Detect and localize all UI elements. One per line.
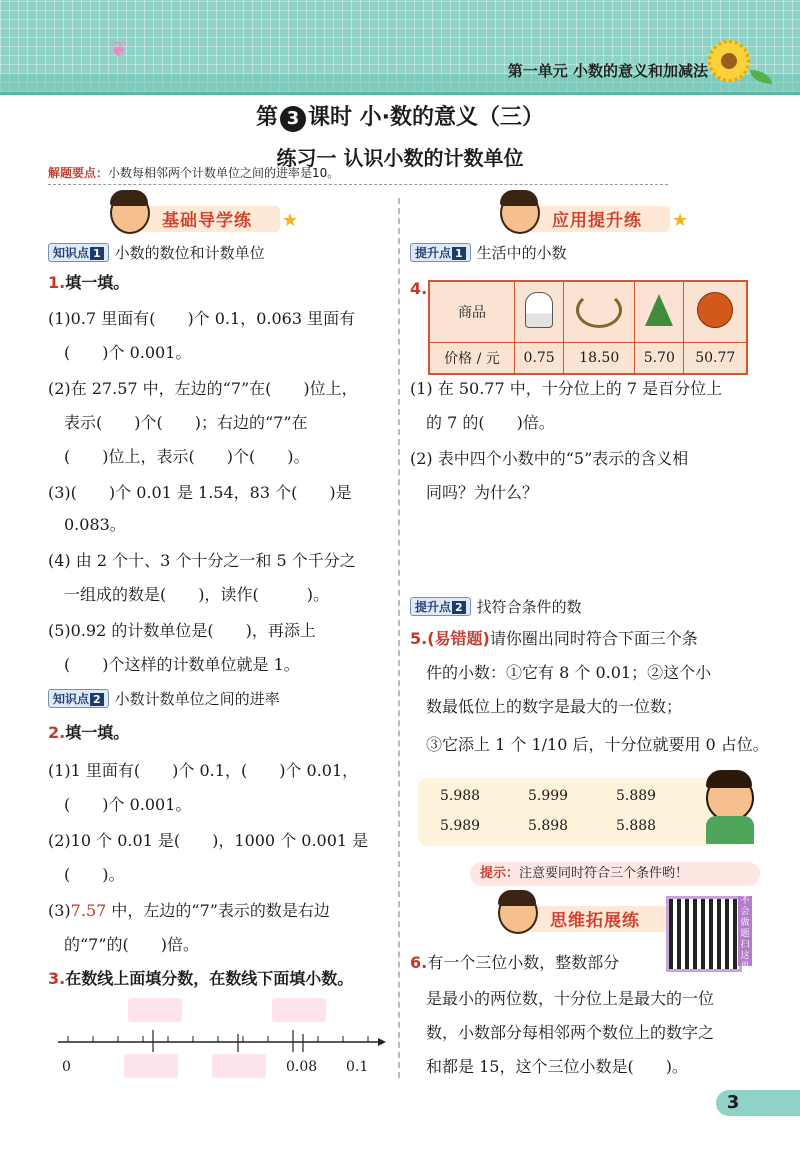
banner-apply: [500, 200, 700, 234]
star-icon: ★: [282, 210, 299, 231]
kp-label: 找符合条件的数: [476, 598, 582, 616]
knowledge-point-1: [48, 242, 265, 263]
improve-point-2: [410, 596, 582, 617]
banner-basic-label: 基础导学练: [162, 211, 252, 231]
price-cell: 18.50: [564, 343, 635, 375]
q1-line: 表示( )个( )；右边的“7”在: [64, 413, 308, 432]
question-2: 2.填一填。: [48, 723, 130, 742]
exercise-title: 练习一 认识小数的计数单位: [276, 146, 524, 170]
answer-box-fraction[interactable]: [272, 998, 326, 1022]
q1-line: (2)在 27.57 中，左边的“7”在( )位上，: [48, 379, 358, 398]
price-cell: 50.77: [684, 343, 747, 375]
q2-line: 的“7”的( )倍。: [64, 935, 200, 954]
key-tip-text: 小数每相邻两个计数单位之间的进率是10。: [108, 166, 340, 180]
lesson-title-pre: 第: [255, 105, 278, 130]
kp-label: 小数计数单位之间的进率: [114, 690, 280, 708]
star-icon: ★: [672, 210, 689, 231]
question-4: 4.: [410, 279, 428, 298]
answer-box-fraction[interactable]: [128, 998, 182, 1022]
knowledge-point-2: [48, 688, 280, 709]
numberline-label-0: 0: [62, 1059, 71, 1075]
hint-text: 注意要同时符合三个条件哟！: [519, 866, 689, 881]
q6-line: 数，小数部分每相邻两个数位上的数字之: [426, 1023, 715, 1042]
kid-icon: [498, 892, 538, 934]
question-3: 3.在数线上面填分数，在数线下面填小数。: [48, 969, 354, 988]
kp-label: 生活中的小数: [476, 244, 567, 262]
q1-line: (4) 由 2 个十、3 个十分之一和 5 个千分之: [48, 551, 356, 570]
lesson-number: 3: [280, 106, 306, 132]
q1-line: (3)( )个 0.01 是 1.54，83 个( )是: [48, 483, 352, 502]
boy-icon: [706, 774, 754, 822]
lesson-title: [0, 100, 800, 132]
q2-line: ( )个 0.001。: [64, 795, 192, 814]
unit-title: 第一单元 小数的意义和加减法: [507, 62, 708, 80]
q4-line: (1) 在 50.77 中，十分位上的 7 是百分位上: [410, 379, 723, 398]
q5-line: 件的小数：①它有 8 个 0.01；②这个小: [426, 663, 712, 682]
jump-rope-icon: [576, 292, 622, 328]
key-tip-label: 解题要点：: [48, 166, 109, 180]
page-strip: [750, 1090, 800, 1116]
number-line: [48, 1030, 388, 1060]
qr-code-icon[interactable]: [666, 896, 742, 972]
q5-line: ③它添上 1 个 1/10 后，十分位就要用 0 占位。: [426, 735, 769, 754]
q2-line: (1)1 里面有( )个 0.1，( )个 0.01，: [48, 761, 359, 780]
banner-basic: [110, 200, 310, 234]
hint-bubble: [470, 862, 760, 886]
improve-point-1: [410, 242, 567, 263]
q5-line: 数最低位上的数字是最大的一位数；: [426, 697, 683, 716]
numberline-label-01: 0.1: [346, 1059, 369, 1075]
q1-line: (5)0.92 的计数单位是( )，再添上: [48, 621, 316, 640]
plant-icon: [645, 294, 673, 326]
choice[interactable]: 5.999: [528, 788, 569, 804]
page-number: 3: [716, 1090, 750, 1116]
q1-line: ( )个 0.001。: [64, 343, 192, 362]
q2-line: (2)10 个 0.01 是( )，1000 个 0.001 是: [48, 831, 369, 850]
q4-line: 同吗？为什么？: [426, 483, 539, 502]
q1-line: ( )个这样的计数单位就是 1。: [64, 655, 300, 674]
choice[interactable]: 5.898: [528, 818, 569, 834]
butterfly-icon: ❦: [110, 38, 129, 63]
q1-line: 一组成的数是( )，读作( )。: [64, 585, 329, 604]
q2-line: (3)7.57 中，左边的“7”表示的数是右边: [48, 901, 330, 920]
q4-line: (2) 表中四个小数中的“5”表示的含义相: [410, 449, 689, 468]
column-divider: [398, 198, 400, 1078]
banner-extend-label: 思维拓展练: [550, 911, 640, 931]
choice[interactable]: 5.888: [616, 818, 657, 834]
kp-tag: 提升点 1: [410, 243, 471, 262]
q4-line: 的 7 的( )倍。: [426, 413, 555, 432]
boy-body-icon: [706, 816, 754, 844]
choice[interactable]: 5.889: [616, 788, 657, 804]
shuttlecock-icon: [525, 292, 553, 328]
goods-header: 商品: [429, 281, 514, 343]
hint-label: 提示：: [480, 866, 520, 881]
price-cell: 0.75: [514, 343, 563, 375]
price-cell: 5.70: [635, 343, 684, 375]
q1-line: ( )位上，表示( )个( )。: [64, 447, 310, 466]
banner-apply-label: 应用提升练: [552, 211, 642, 231]
price-header: 价格 / 元: [429, 343, 514, 375]
sunflower-icon: [708, 40, 750, 82]
question-5: 5.(易错题)请你圈出同时符合下面三个条: [410, 629, 698, 648]
numberline-label-008: 0.08: [286, 1059, 318, 1075]
question-6: 6.有一个三位小数，整数部分: [410, 953, 620, 972]
q2-line: ( )。: [64, 865, 125, 884]
kp-tag: 提升点 2: [410, 597, 471, 616]
kid-icon: [110, 192, 150, 234]
goods-table: [428, 280, 748, 375]
kp-label: 小数的数位和计数单位: [114, 244, 265, 262]
q6-line: 和都是 15，这个三位小数是( )。: [426, 1057, 688, 1076]
choice[interactable]: 5.989: [440, 818, 481, 834]
kp-tag: 知识点 2: [48, 689, 109, 708]
banner-extend: [498, 900, 668, 934]
kid-icon: [500, 192, 540, 234]
q1-line: 0.083。: [64, 515, 126, 534]
key-tip: [48, 164, 668, 185]
choice[interactable]: 5.988: [440, 788, 481, 804]
question-1: 1.填一填。: [48, 273, 130, 292]
answer-choices: [418, 778, 746, 846]
lesson-title-post: 课时 小·数的意义（三）: [307, 105, 545, 130]
qr-side-label: 不会做题扫这里: [738, 896, 752, 966]
q1-line: (1)0.7 里面有( )个 0.1，0.063 里面有: [48, 309, 356, 328]
kp-tag: 知识点 1: [48, 243, 109, 262]
q6-line: 是最小的两位数，十分位上是最大的一位: [426, 989, 715, 1008]
basketball-icon: [697, 292, 733, 328]
